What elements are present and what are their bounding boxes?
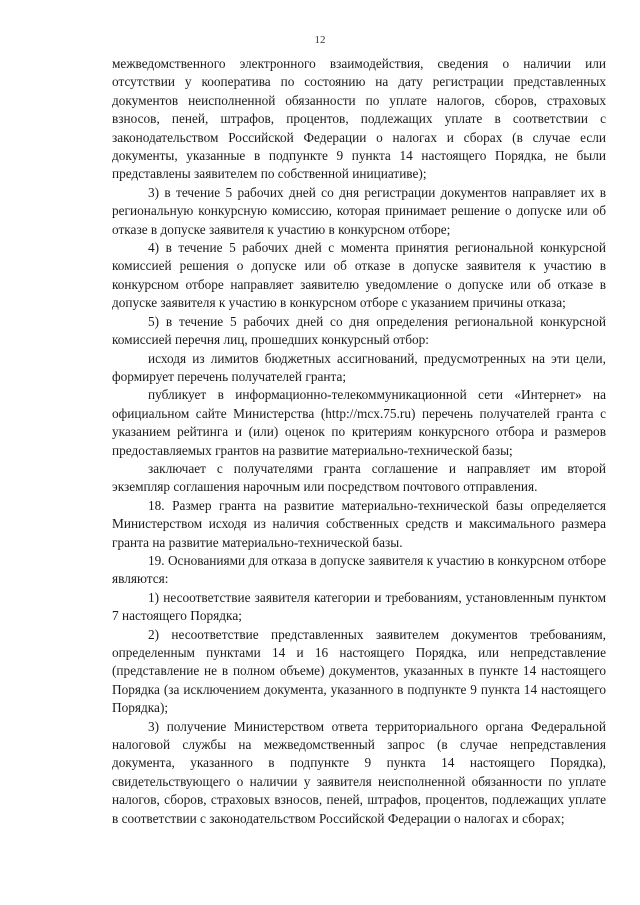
document-body	[112, 55, 606, 828]
paragraph-section-18: 18. Размер гранта на развитие материально-технической базы определяется Министерством исходя из наличия собственных средств и максимального размера гранта на развитие материально-технической базы.	[112, 497, 606, 550]
paragraph-item-4: 4) в течение 5 рабочих дней с момента принятия региональной конкурсной комиссией решения о допуске или об отказе в допуске заявителя к участию в конкурсном отборе направляет заявителю уведомление о допуске или об отказе в допуске заявителя к участию в конкурсном отборе с указанием причины отказа;	[112, 240, 606, 311]
paragraph-item-5: 5) в течение 5 рабочих дней со дня определения региональной конкурсной комиссией перечня лиц, прошедших конкурсный отбор:	[112, 313, 606, 348]
paragraph-sub-concludes: заключает с получателями гранта соглашение и направляет им второй экземпляр соглашения нарочным или посредством почтового отправления.	[112, 460, 606, 495]
paragraph-reason-2: 2) несоответствие представленных заявителем документов требованиям, определенным пунктами 14 и 16 настоящего Порядка, или непредставление (представление не в полном объеме) документов, указанных в пункте 14 настоящего Порядка (за исключением документа, указанного в подпункте 9 пункта 14 настоящего Порядка);	[112, 626, 606, 716]
paragraph-sub-publishes: публикует в информационно-телекоммуникационной сети «Интернет» на официальном сайте Министерства (http://mcx.75.ru) перечень получателей гранта с указанием рейтинга и (или) оценок по критериям конкурсного отбора и размеров предоставляемых грантов на развитие материально-технической базы;	[112, 387, 606, 458]
paragraph-reason-3: 3) получение Министерством ответа территориального органа Федеральной налоговой службы на межведомственный запрос (в случае непредставления документа, указанного в подпункте 9 пункта 14 настоящего Порядка), свидетельствующего о наличии у заявителя неисполненной обязанности по уплате налогов, сборов, страховых взносов, пеней, штрафов, процентов, подлежащих уплате в соответствии с законодательством Российской Федерации о налогах и сборах;	[112, 718, 606, 826]
page-number: 12	[314, 34, 326, 46]
paragraph-sub-forms-list: исходя из лимитов бюджетных ассигнований, предусмотренных на эти цели, формирует перечень получателей гранта;	[112, 350, 606, 384]
paragraph-item-3: 3) в течение 5 рабочих дней со дня регистрации документов направляет их в региональную конкурсную комиссию, которая принимает решение о допуске или об отказе в допуске заявителя к участию в конкурсном отборе;	[112, 184, 606, 237]
paragraph-reason-1: 1) несоответствие заявителя категории и требованиям, установленным пунктом 7 настоящего Порядка;	[112, 589, 606, 624]
paragraph-continuation: межведомственного электронного взаимодействия, сведения о наличии или отсутствии у кооператива по состоянию на дату регистрации представленных документов неисполненной обязанности по уплате налогов, сборов, страховых взносов, пеней, штрафов, процентов, подлежащих уплате в соответствии с законодательством Российской Федерации о налогах и сборах (в случае если документы, указанные в подпункте 9 пункта 14 настоящего Порядка, не были представлены заявителем по собственной инициативе);	[112, 56, 606, 182]
paragraph-section-19: 19. Основаниями для отказа в допуске заявителя к участию в конкурсном отборе являются:	[112, 552, 606, 587]
